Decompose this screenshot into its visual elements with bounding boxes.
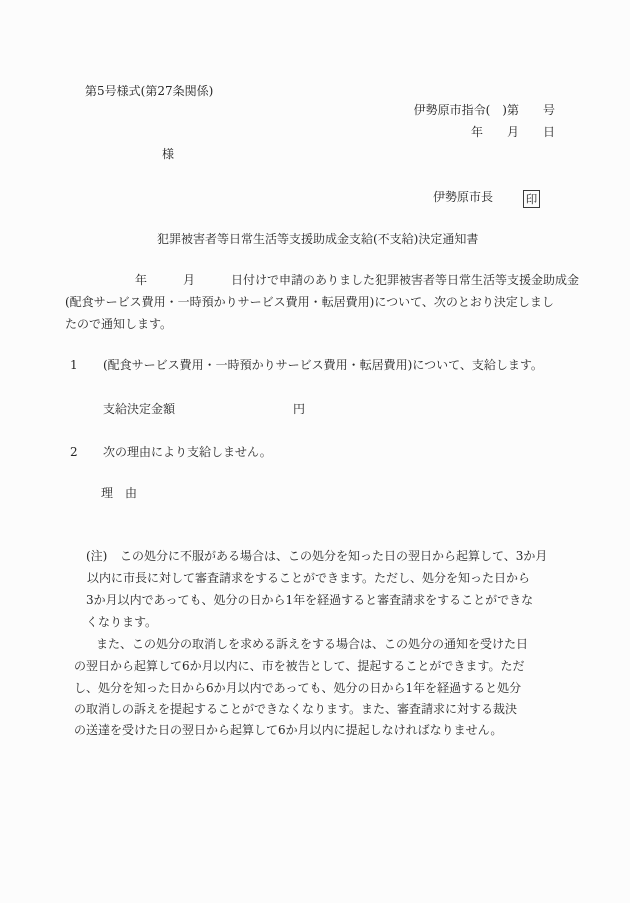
note-marker: (注) bbox=[86, 549, 108, 563]
seal-character: 印 bbox=[525, 192, 538, 206]
body-paragraph-line-2: (配食サービス費用・一時預かりサービス費用・転居費用)について、次のとおり決定しまし bbox=[65, 295, 554, 309]
reason-label: 理 由 bbox=[101, 486, 138, 500]
document-title: 犯罪被害者等日常生活等支援助成金支給(不支給)決定通知書 bbox=[157, 232, 479, 246]
body-paragraph-line-3: たので通知します。 bbox=[65, 317, 173, 331]
note-p2-line-5: の送達を受けた日の翌日から起算して6か月以内に提起しなければなりません。 bbox=[74, 723, 503, 737]
body-paragraph-line-1: 年 月 日付けで申請のありました犯罪被害者等日常生活等支援金助成金 bbox=[135, 273, 580, 287]
seal-stamp-icon bbox=[523, 190, 540, 208]
item1-number: 1 bbox=[70, 358, 78, 372]
item2-number: 2 bbox=[70, 445, 78, 459]
amount-unit: 円 bbox=[293, 402, 306, 416]
issue-date-line: 年 月 日 bbox=[470, 125, 555, 139]
note-p1-line-2: 以内に市長に対して審査請求をすることができます。ただし、処分を知った日から bbox=[87, 571, 531, 585]
note-p1-line-3: 3か月以内であっても、処分の日から1年を経過すると審査請求をすることができな bbox=[86, 593, 534, 607]
directive-number: 伊勢原市指令( )第 号 bbox=[413, 103, 555, 117]
form-number: 第5号様式(第27条関係) bbox=[85, 84, 214, 98]
note-p2-line-4: の取消しの訴えを提起することができなくなります。また、審査請求に対する裁決 bbox=[74, 702, 518, 716]
note-p1-line-4: くなります。 bbox=[86, 615, 158, 629]
amount-label: 支給決定金額 bbox=[103, 402, 176, 416]
note-p2-line-1: また、この処分の取消しを求める訴えをする場合は、この処分の通知を受けた日 bbox=[96, 637, 529, 651]
addressee-honorific: 様 bbox=[162, 147, 175, 161]
item1-text: (配食サービス費用・一時預かりサービス費用・転居費用)について、支給します。 bbox=[103, 358, 543, 372]
note-p1-line-1: この処分に不服がある場合は、この処分を知った日の翌日から起算して、3か月 bbox=[120, 549, 548, 563]
note-p2-line-2: の翌日から起算して6か月以内に、市を被告として、提起することができます。ただ bbox=[74, 659, 525, 673]
note-p2-line-3: し、処分を知った日から6か月以内であっても、処分の日から1年を経過すると処分 bbox=[74, 681, 522, 695]
issuer-line bbox=[433, 189, 540, 208]
issuer-title: 伊勢原市長 bbox=[433, 190, 494, 204]
item2-text: 次の理由により支給しません。 bbox=[103, 445, 272, 459]
